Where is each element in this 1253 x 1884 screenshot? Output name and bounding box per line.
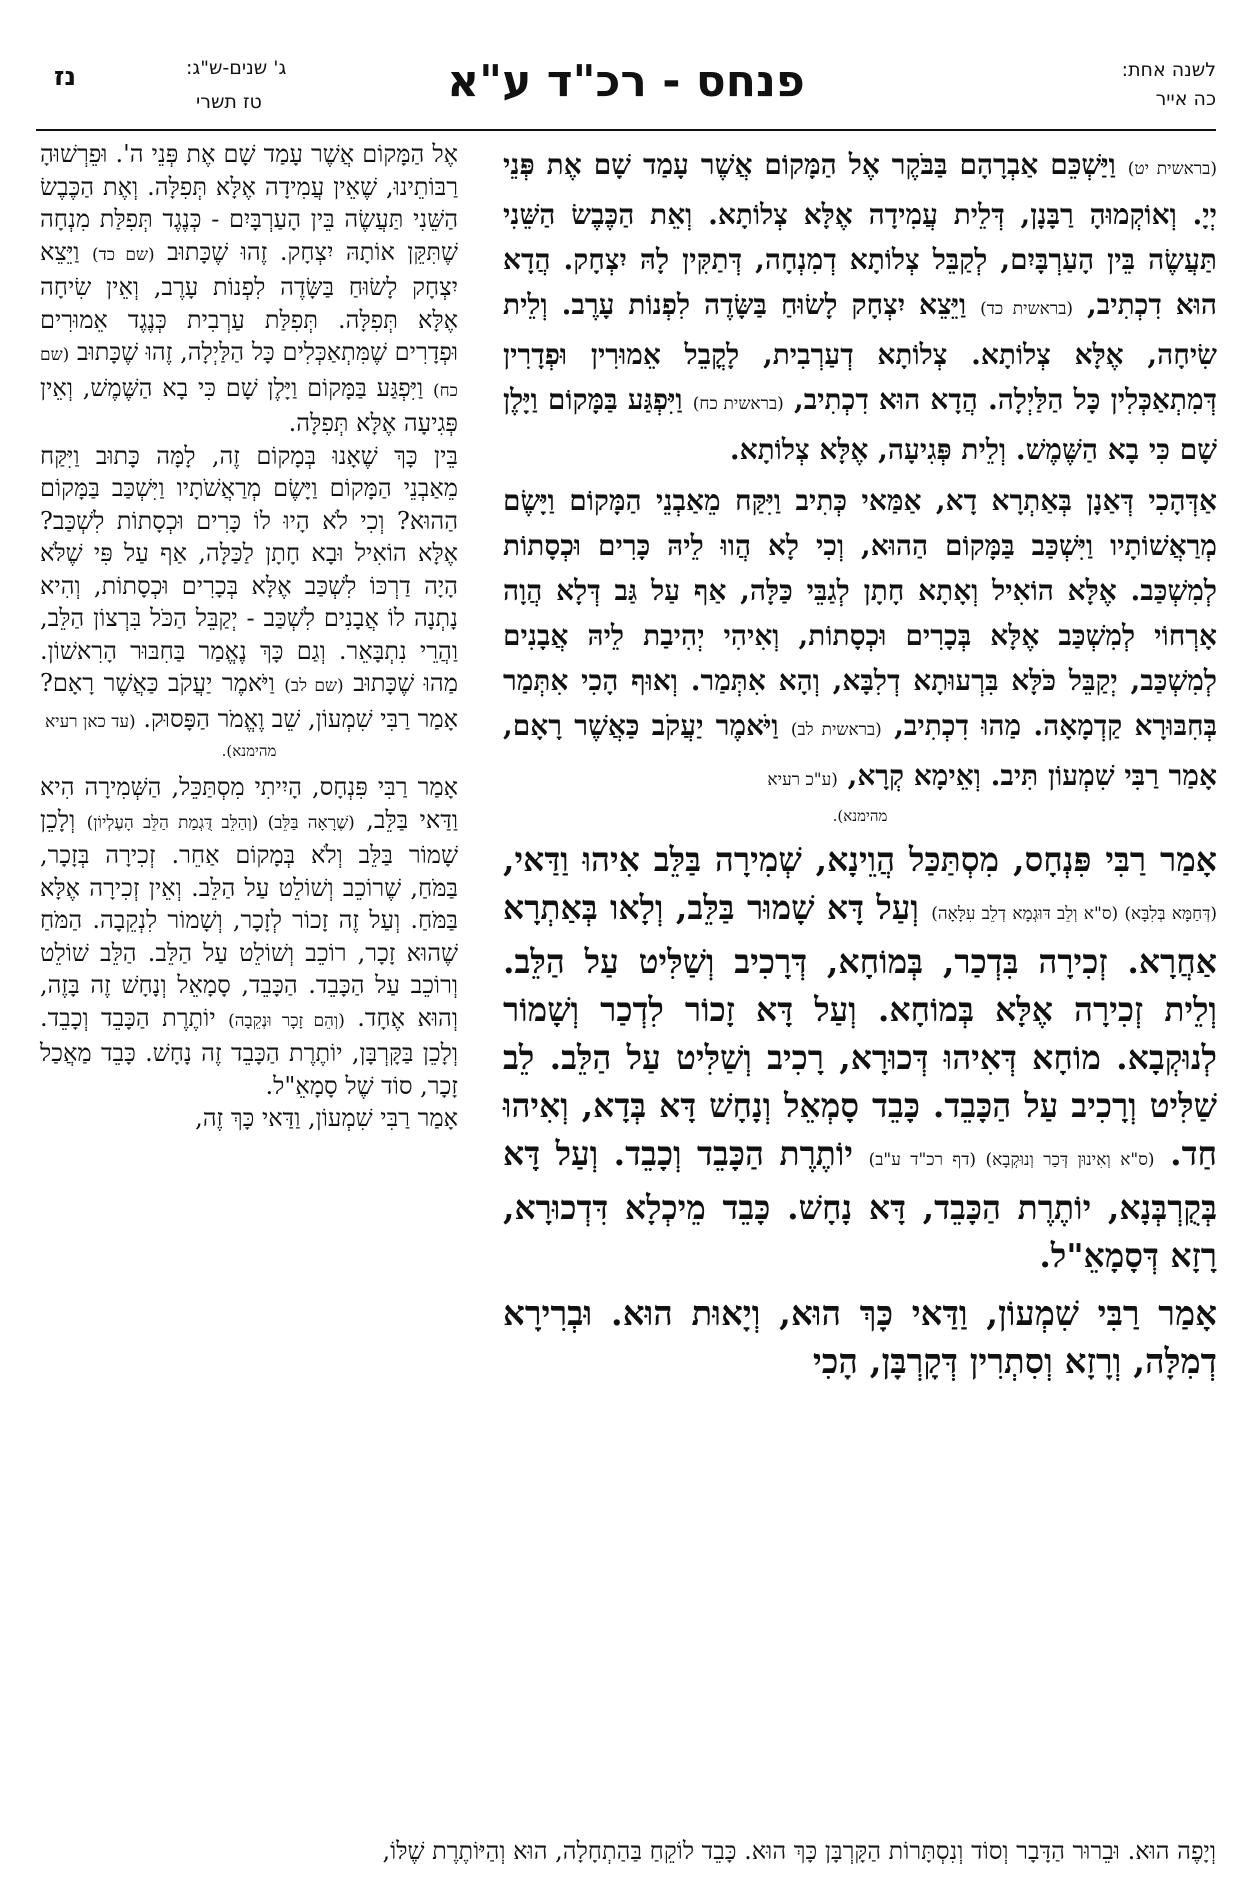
zohar-text: אָמַר רַבִּי פִּנְחָס, מִסְתַּכַּל הֲוֵינָא, שְׁמִירָה בַּלֵּב אִיהוּ וַדַּאי, — [503, 840, 1217, 879]
verse-reference: (בראשית כד) — [980, 299, 1074, 319]
translation-text: אֶל הַמָּקוֹם אֲשֶׁר עָמַד שָׁם אֶת פְּנֵי ה'. וּפֵרְשׁוּהָ רַבּוֹתֵינוּ, שֶׁאֵין עֲמִידָה אֶלָּא תְּפִלָּה. וְאֶת הַכֶּבֶשׂ הַשֵּׁנִי תַּעֲשֶׂה בֵּין הָעַרְבָּיִם - כְּנֶגֶד תְּפִלַּת מִנְחָה שֶׁתִּקֵּן אוֹתָהּ יִצְחָק. זֶהוּ שֶׁכָּתוּב — [40, 140, 458, 266]
bottom-continuation-line: וְיָפֶה הוּא. וּבֵרוּר הַדָּבָר וְסוֹד וְנִסְתָּרוֹת הַקָּרְבָּן כָּךְ הוּא. כָּבֵד לוֹקֵחַ בַּהַתְחָלָה, הוּא וְהַיּוֹתֶרֶת שֶׁלּוֹ, — [382, 1837, 1216, 1865]
verse-reference: (שם לב) — [284, 676, 344, 696]
page-title: פנחס - רכ"ד ע"א — [447, 56, 805, 107]
zohar-paragraph-2 — [503, 478, 1217, 803]
zohar-text: אָמַר רַבִּי שִׁמְעוֹן, וַדַּאי כָּךְ הוּא, וְיָאוּת הוּא. וּבְרִירָא דְמִלָּה, וְרָזָא וְסִתְרִין דְּקָרְבָּן, הָכִי — [503, 1294, 1217, 1382]
verse-reference: (בראשית יט) — [1127, 159, 1217, 179]
header-left-line2: טז תשרי — [196, 91, 262, 113]
translation-text: בֵּין כָּךְ שֶׁאָנוּ בְּמָקוֹם זֶה, לָמָּה כָּתוּב וַיִּקַּח מֵאַבְנֵי הַמָּקוֹם וַיָּשֶׂם מְרַאֲשֹׁתָיו וַיִּשְׁכַּב בַּמָּקוֹם הַהוּא? וְכִי לֹא הָיוּ לוֹ כָּרִים וּכְסָתוֹת לִשְׁכַּב? אֶלָּא הוֹאִיל וּבָא חָתָן לַכַּלָּה, אַף עַל פִּי שֶׁלֹּא הָיָה דַרְכּוֹ לִשְׁכַּב אֶלָּא בְּכָרִים וּכְסָתוֹת, וְהִיא נָתְנָה לוֹ אֲבָנִים לִשְׁכַּב - יְקַבֵּל הַכֹּל בִּרְצוֹן הַלֵּב, וַהֲרֵי נִתְבָּאֵר. וְגַם כָּךְ נֶאֱמַר בַּחִבּוּר הָרִאשׁוֹן. מַהוּ שֶׁכָּתוּב — [40, 441, 458, 697]
zohar-paragraph-1 — [503, 142, 1217, 472]
zohar-paragraph-3 — [503, 836, 1217, 1280]
variant-note: (וְהֵם זָכָר וּנְקֵבָה) — [228, 1010, 345, 1031]
zohar-text: וַיִּפְגַּע בַּמָּקוֹם וַיָּלֶן שָׁם כִּי בָא הַשֶּׁמֶשׁ. וְלֵית פְּגִיעָה, אֶלָּא צְלוֹתָא. — [503, 383, 1217, 466]
translation-text: יוֹתֶרֶת הַכָּבֵד וְכָבֵד. וְלָכֵן בַּקָּרְבָּן, יוֹתֶרֶת הַכָּבֵד זֶה נָחָשׁ. כָּבֵד מַאֲכַל זָכָר, סוֹד שֶׁל סָמָאֵ"ל. — [40, 1003, 458, 1100]
header-right-line2: כה אייר — [1155, 88, 1216, 110]
section-closing: מהימנא). — [832, 807, 888, 825]
zohar-paragraph-4 — [503, 1290, 1217, 1386]
translation-text: אָמַר רַבִּי שִׁמְעוֹן, וַדַּאי כָּךְ זֶה, — [195, 1104, 458, 1132]
header-rule — [36, 129, 1216, 131]
zohar-text: וְעַל דָּא שָׁמוּר בַּלֵּב, וְלָאו בְּאַתְרָא אַחֲרָא. זְכִירָה בִּדְכַר, בְּמוֹחָא, דְּרָכִיב וְשַׁלִּיט עַל הַלֵּב. וְלֵית זְכִירָה אֶלָּא בְּמוֹחָא. וְעַל דָּא זָכוֹר לִדְכַר וְשָׁמוֹר לְנוּקְבָא. מוֹחָא דְּאִיהוּ דְּכוּרָא, רָכִיב וְשַׁלִּיט עַל הַלֵּב. לֵב שַׁלִּיט וְרָכִיב עַל הַכָּבֵד. כָּבֵד סָמְאֵל וְנָחָשׁ דָּא בְּדָא, וְאִיהוּ חַד. — [503, 888, 1217, 1173]
zohar-text: יוֹתֶרֶת הַכָּבֵד וְכָבֵד. וְעַל דָּא בְּקֻרְבְּנָא, יוֹתֶרֶת הַכָּבֵד, דָּא נָחָשׁ. כָּבֵד מֵיכְלָא דִּדְכוּרָא, רָזָא דְּסָמָאֵ"ל. — [503, 1134, 1217, 1275]
page-header — [36, 44, 1216, 130]
translation-paragraph-4 — [40, 1102, 458, 1135]
verse-reference: (שם כח) — [40, 345, 458, 401]
variant-note: (דְּחַמָּא בְּלִבָּא) (ס"א וְלֵב דּוּגְמָא דְלֵב עִלָּאָה) — [931, 904, 1217, 924]
zohar-column — [503, 142, 1217, 1386]
translation-paragraph-2 — [40, 440, 458, 739]
section-closing: מהימנא). — [221, 742, 277, 760]
header-left-line1: ג' שנים-ש"ג: — [186, 57, 287, 79]
translation-text: וַיֵּצֵא יִצְחָק לָשׂוּחַ בַּשָּׂדֶה לִפְנוֹת עָרֶב, וְאֵין שִׂיחָה אֶלָּא תְּפִלָּה. תְּפִלַּת עַרְבִית כְּנֶגֶד אֵמוּרִים וּפְדָרִים שֶׁמִּתְאַכְּלִים כָּל הַלַּיְלָה, זֶהוּ שֶׁכָּתוּב — [40, 237, 458, 366]
zohar-text: וַיַּשְׁכֵּם אַבְרָהָם בַּבֹּקֶר אֶל הַמָּקוֹם אֲשֶׁר עָמַד שָׁם אֶת פְּנֵי יְיָ. וְאוֹקְמוּהָ רַבָּנָן, דְּלֵית עֲמִידָה אֶלָּא צְלוֹתָא. וְאֵת הַכֶּבֶשׂ הַשֵּׁנִי תַּעֲשֶׂה בֵּין הָעַרְבָּיִם, לְקַבֵּל צְלוֹתָא דְמִנְחָה, דְּתַקִּין לָהּ יִצְחָק. הֲדָא הוּא דִכְתִיב, — [503, 148, 1218, 321]
header-right-line1: לשנה אחת: — [1121, 59, 1216, 81]
zohar-text: אַדְּהָכִי דְּאַנָן בְּאַתְרָא דָא, אַמַּאי כְּתִיב וַיִּקַּח מֵאַבְנֵי הַמָּקוֹם וַיָּשֶׂם מְרַאֲשׁוֹתָיו וַיִּשְׁכַּב בַּמָּקוֹם הַהוּא, וְכִי לָא הֲווּ לֵיהּ כָּרִים וּכְסָתוֹת לְמִשְׁכַּב. אֶלָּא הוֹאִיל וְאָתָא חָתָן לְגַבֵּי כַּלָּה, אַף עַל גַּב דְּלָא הֲוָה אָרְחוֹי לְמִשְׁכַּב אֶלָּא בְּכָרִים וּכְסָתוֹת, וְאִיהִי יְהִיבַת לֵיהּ אֲבָנִים לְמִשְׁכַּב, יְקַבֵּל כֹּלָּא בִּרְעוּתָא דְלִבָּא, וְהָא אִתְּמַר. וְאוּף הָכִי אִתְּמַר בְּחִבּוּרָא קַדְמָאָה. מַהוּ דִכְתִיב, — [503, 484, 1218, 742]
verse-reference: (ע"כ רעיא — [767, 770, 838, 790]
variant-note: (ס"א וְאִינוּן דְּכַר וְנוּקְבָא) (דף רכ"ד ע"ב) — [868, 1150, 1155, 1170]
verse-reference: (בראשית לב) — [790, 720, 882, 740]
translation-text: אָמַר רַבִּי פִּנְחָס, הָיִיתִי מִסְתַּכֵּל, הַשְּׁמִירָה הִיא וַדַּאי בַּלֵּב, — [40, 773, 458, 834]
translation-text: וְלָכֵן שָׁמוֹר בַּלֵּב וְלֹא בְּמָקוֹם אַחֵר. זְכִירָה בְּזָכָר, בַּמֹּחַ, שֶׁרוֹכֵב וְשׁוֹלֵט עַל הַלֵּב. וְאֵין זְכִירָה אֶלָּא בַּמֹּחַ. וְעַל זֶה זָכוֹר לְזָכָר, וְשָׁמוֹר לִנְקֵבָה. הַמֹּחַ שֶׁהוּא זָכָר, רוֹכֵב וְשׁוֹלֵט עַל הַלֵּב. הַלֵּב שׁוֹלֵט וְרוֹכֵב עַל הַכָּבֵד. הַכָּבֵד, סָמָאֵל וְנָחָשׁ זֶה בָּזֶה, וְהוּא אֶחָד. — [40, 805, 458, 1032]
page-number: נז — [54, 62, 77, 92]
zohar-text: וַיֹּאמֶר יַעֲקֹב כַּאֲשֶׁר רָאָם, אָמַר רַבִּי שִׁמְעוֹן תִּיב. וְאֵימָא קְרָא, — [503, 709, 1217, 792]
verse-reference: (בראשית כח) — [692, 394, 784, 414]
translation-text: וַיִּפְגַּע בַּמָּקוֹם וַיָּלֶן שָׁם כִּי בָא הַשֶּׁמֶשׁ, וְאֵין פְּגִיעָה אֶלָּא תְּפִלָּה. — [40, 373, 458, 437]
verse-reference: (שם כד) — [91, 244, 155, 265]
translation-column — [40, 138, 458, 1135]
variant-note: (שֶׁרָאָה בַּלֵּב) (וְהַלֵּב דֻּגְמַת הַלֵּב הָעֶלְיוֹן) — [86, 812, 355, 833]
translation-paragraph-3 — [40, 771, 458, 1102]
zohar-text: וַיֵּצֵא יִצְחָק לָשׂוּחַ בַּשָּׂדֶה לִפְנוֹת עָרֶב. וְלֵית שִׂיחָה, אֶלָּא צְלוֹתָא. צְלוֹתָא דְעַרְבִית, לָקֳבֵל אֵמוּרִין וּפְדָרִין דְּמִתְאַכְּלִין כָּל הַלַּיְלָה. הֲדָא הוּא דִכְתִיב, — [503, 288, 1218, 416]
translation-paragraph-1 — [40, 138, 458, 440]
verse-reference: (עד כאן רעיא — [44, 711, 136, 732]
translation-text: וַיֹּאמֶר יַעֲקֹב כַּאֲשֶׁר רָאָם? אָמַר רַבִּי שִׁמְעוֹן, שֵׁב וֶאֱמֹר הַפָּסוּק. — [40, 669, 458, 733]
